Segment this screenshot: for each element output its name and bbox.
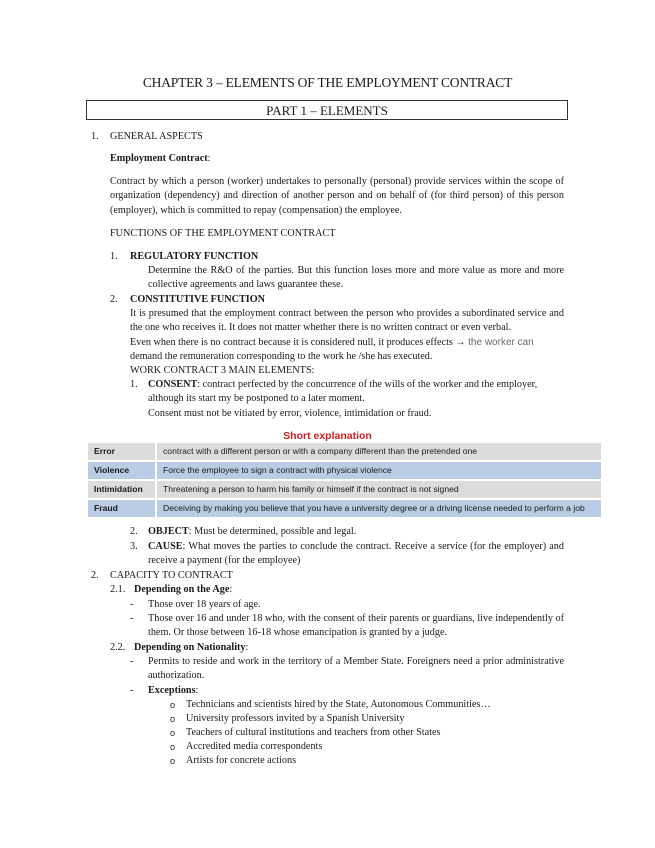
short-explanation-title: Short explanation [283, 430, 372, 442]
exceptions-title [148, 684, 198, 698]
table-desc: Deceiving by making you believe that you have a university degree or a driving license needed to perform a job [156, 499, 601, 518]
table-term: Error [88, 443, 156, 461]
function-2-text: It is presumed that the employment contract between the person who provides a subordinated service and the one who receives it. It does not matter whether there is no written contract or even verbal. [130, 308, 564, 334]
circle-bullet-icon: o [170, 714, 176, 724]
part-title-box [86, 100, 568, 120]
section-1-heading: GENERAL ASPECTS [110, 131, 203, 142]
exception-item: University professors invited by a Spanish University [186, 713, 405, 724]
subsection-2-1-number: 2.1. [110, 584, 126, 595]
subsection-2-1-colon: : [229, 584, 233, 595]
exception-item: Teachers of cultural institutions and teachers from other States [186, 727, 441, 738]
dash-bullet: - [130, 685, 134, 696]
function-2-number: 2. [110, 294, 118, 305]
section-2-heading: CAPACITY TO CONTRACT [110, 570, 233, 581]
element-3-label: CAUSE [148, 541, 183, 552]
function-1-text: Determine the R&O of the parties. But this function loses more and more value as more and more collective agreements and laws guarantee these. [148, 265, 564, 291]
exception-item: Artists for concrete actions [186, 755, 297, 766]
element-3-number: 3. [130, 541, 138, 552]
table-desc: Force the employee to sign a contract with physical violence [156, 461, 601, 480]
function-2-text-line3 [130, 336, 534, 350]
function-2-label: CONSTITUTIVE FUNCTION [130, 294, 266, 305]
table-row [88, 461, 601, 480]
element-1-text-block [148, 378, 564, 407]
part-title: PART 1 – ELEMENTS [266, 103, 388, 118]
circle-bullet-icon: o [170, 756, 176, 766]
element-3-block [148, 540, 564, 569]
table-term: Intimidation [88, 480, 156, 499]
function-1-number: 1. [110, 251, 118, 262]
dash-bullet: - [130, 656, 134, 667]
function-1-label: REGULATORY FUNCTION [130, 251, 259, 262]
dash-bullet: - [130, 599, 134, 610]
exceptions-colon: : [195, 685, 199, 696]
element-2-text: : Must be determined, possible and legal. [188, 526, 357, 537]
subsection-2-1-label: Depending on the Age [134, 584, 230, 595]
table-term: Fraud [88, 499, 156, 518]
subsection-2-1-title [134, 583, 232, 597]
exception-item: Accredited media correspondents [186, 741, 323, 752]
main-elements-heading: WORK CONTRACT 3 MAIN ELEMENTS: [130, 365, 315, 376]
subsection-2-2-colon: : [245, 642, 249, 653]
exception-item: Technicians and scientists hired by the State, Autonomous Communities… [186, 699, 491, 710]
element-1-text: : contract perfected by the concurrence of the wills of the worker and the employer, although its start my be postponed to a later moment. [148, 379, 538, 405]
arrow-icon: → [455, 337, 466, 348]
subsection-2-2-label: Depending on Nationality [134, 642, 246, 653]
subsection-2-2-title [134, 641, 248, 655]
section-2-number: 2. [91, 570, 99, 581]
table-row [88, 443, 601, 461]
table-desc: contract with a different person or with a company different than the pretended one [156, 443, 601, 461]
element-2-label: OBJECT [148, 526, 189, 537]
age-item-2: Those over 16 and under 18 who, with the consent of their parents or guardians, live independently of them. Or those between 16-18 whose emancipation is granted by a judge. [148, 613, 564, 639]
circle-bullet-icon: o [170, 700, 176, 710]
nationality-item-1: Permits to reside and work in the territory of a Member State. Foreigners need a prior administrative authorization. [148, 656, 564, 682]
circle-bullet-icon: o [170, 742, 176, 752]
dash-bullet: - [130, 613, 134, 624]
functions-heading: FUNCTIONS OF THE EMPLOYMENT CONTRACT [110, 228, 336, 239]
function-2-effects: Even when there is no contract because it is considered null, it produces effects [130, 337, 453, 348]
circle-bullet-icon: o [170, 728, 176, 738]
section-1-number: 1. [91, 131, 99, 142]
element-2-number: 2. [130, 526, 138, 537]
table-term: Violence [88, 461, 156, 480]
definition-colon: : [207, 153, 211, 164]
element-2-line [148, 525, 356, 539]
explanation-table [88, 443, 601, 519]
function-2-text-line4: demand the remuneration corresponding to the work he /she has executed. [130, 351, 433, 362]
chapter-title: CHAPTER 3 – ELEMENTS OF THE EMPLOYMENT CONTRACT [142, 75, 513, 90]
definition-label-line [110, 152, 210, 166]
age-item-1: Those over 18 years of age. [148, 599, 261, 610]
element-1-label: CONSENT [148, 379, 198, 390]
subsection-2-2-number: 2.2. [110, 642, 126, 653]
element-1-number: 1. [130, 379, 138, 390]
table-row [88, 480, 601, 499]
exceptions-label: Exceptions [148, 685, 196, 696]
function-2-worker-can: the worker can [468, 337, 534, 348]
table-desc: Threatening a person to harm his family or himself if the contract is not signed [156, 480, 601, 499]
definition-label: Employment Contract [110, 153, 208, 164]
element-1-text2: Consent must not be vitiated by error, violence, intimidation or fraud. [148, 408, 432, 419]
definition-text: Contract by which a person (worker) undertakes to personally (personal) provide services within the scope of organization (dependency) and direction of another person and on behalf of (for third person) of this person (employer), which is committed to repay (compensation) the employee. [110, 176, 564, 216]
element-3-text: : What moves the parties to conclude the contract. Receive a service (for the employer) and receive a payment (for the employee) [148, 541, 564, 567]
table-row [88, 499, 601, 518]
